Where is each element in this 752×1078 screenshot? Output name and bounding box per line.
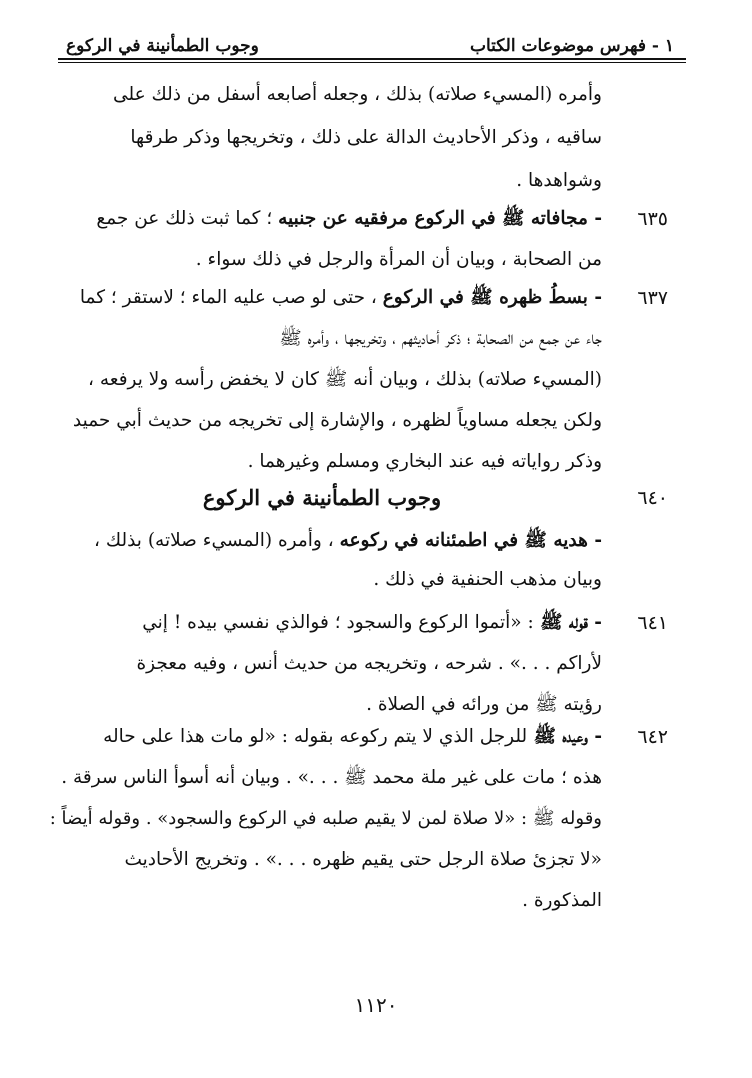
entry-bold-text: في الركوع مرفقيه عن جنبيه xyxy=(278,208,496,229)
entry-line xyxy=(42,279,602,317)
entry-text: المذكورة . xyxy=(522,890,602,911)
running-header xyxy=(66,26,674,56)
entry-line xyxy=(42,443,602,481)
entry-text: ، وأمره (المسيء صلاته) بذلك ، xyxy=(94,530,340,551)
entry-page-number: ٦٤٠ xyxy=(637,487,668,509)
entry-text: ، حتى لو صب عليه الماء ؛ لاستقر ؛ كما xyxy=(79,287,383,308)
entry-text: رؤيته ﷺ من ورائه في الصلاة . xyxy=(366,694,602,715)
section-heading: وجوب الطمأنينة في الركوع xyxy=(202,485,442,510)
entry-text: (المسيء صلاته) بذلك ، وبيان أنه ﷺ كان لا يخفض رأسه ولا يرفعه ، xyxy=(88,369,602,390)
entry-line xyxy=(42,561,602,599)
entry-text: وأمره (المسيء صلاته) بذلك ، وجعله أصابعه أسفل من ذلك على xyxy=(113,84,602,105)
header-rule-thin xyxy=(58,62,686,63)
entry-line xyxy=(42,320,602,358)
entry-text: وذكر رواياته فيه عند البخاري ومسلم وغيرهما . xyxy=(247,451,602,472)
entry-page-number: ٦٤٢ xyxy=(637,726,668,748)
entry-line xyxy=(42,241,602,279)
entry-line xyxy=(42,119,602,157)
entry-line xyxy=(42,882,602,920)
entry-text: : «أتموا الركوع والسجود ؛ فوالذي نفسي بيده ! إني xyxy=(142,612,534,633)
entry-page-number: ٦٣٧ xyxy=(637,287,668,309)
entry-text: ولكن يجعله مساوياً لظهره ، والإشارة إلى تخريجه من حديث أبي حميد xyxy=(72,410,602,431)
entry-text: من الصحابة ، وبيان أن المرأة والرجل في ذلك سواء . xyxy=(195,249,602,270)
header-rule xyxy=(58,58,686,60)
header-section-title: وجوب الطمأنينة في الركوع xyxy=(66,36,259,56)
entry-text: وقوله ﷺ : «لا صلاة لمن لا يقيم صلبه في الركوع والسجود» . وقوله أيضاً : xyxy=(49,808,602,829)
entry-line xyxy=(42,402,602,440)
entry-line xyxy=(42,718,602,756)
page-number: ١١٢٠ xyxy=(354,993,398,1017)
entry-text: وشواهدها . xyxy=(516,170,602,191)
entry-line xyxy=(42,759,602,797)
entry-line xyxy=(42,76,602,114)
entry-text: هذه ؛ مات على غير ملة محمد ﷺ . . .» . وبيان أنه أسوأ الناس سرقة . xyxy=(61,767,602,788)
entry-text: ؛ كما ثبت ذلك عن جمع xyxy=(96,208,279,229)
entry-line xyxy=(42,800,602,838)
entry-line xyxy=(42,645,602,683)
entry-bold-text: - قوله ﷺ xyxy=(533,612,602,633)
entry-line xyxy=(42,361,602,399)
entry-bold-text: - بسطُ ظهره ﷺ في الركوع xyxy=(382,287,602,308)
entry-text: وبيان مذهب الحنفية في ذلك . xyxy=(373,569,602,590)
header-chapter-title: ١ - فهرس موضوعات الكتاب xyxy=(469,36,674,56)
entry-line xyxy=(42,200,602,238)
entry-bold-text: - هديه ﷺ xyxy=(518,530,602,551)
entry-bold-text: - مجافاته ﷺ xyxy=(495,208,602,229)
entry-text: لأراكم . . .» . شرحه ، وتخريجه من حديث أنس ، وفيه معجزة xyxy=(136,653,602,674)
entry-line xyxy=(42,604,602,642)
entry-text: ساقيه ، وذكر الأحاديث الدالة على ذلك ، وتخريجها وذكر طرقها xyxy=(130,127,602,148)
entry-line xyxy=(42,841,602,879)
entry-page-number: ٦٤١ xyxy=(637,612,668,634)
entry-text: للرجل الذي لا يتم ركوعه بقوله : «لو مات هذا على حاله xyxy=(103,726,528,747)
entry-line xyxy=(42,522,602,560)
entry-line xyxy=(42,162,602,200)
entry-bold-text: في اطمئنانه في ركوعه xyxy=(339,530,519,551)
entry-page-number: ٦٣٥ xyxy=(637,208,668,230)
entry-bold-text: - وعيده ﷺ xyxy=(527,726,602,747)
entry-text: «لا تجزئ صلاة الرجل حتى يقيم ظهره . . .» . وتخريج الأحاديث xyxy=(124,849,602,870)
entry-text: جاء عن جمع من الصحابة ؛ ذكر أحاديثهم ، وتخريجها ، وأمره ﷺ xyxy=(279,328,602,349)
